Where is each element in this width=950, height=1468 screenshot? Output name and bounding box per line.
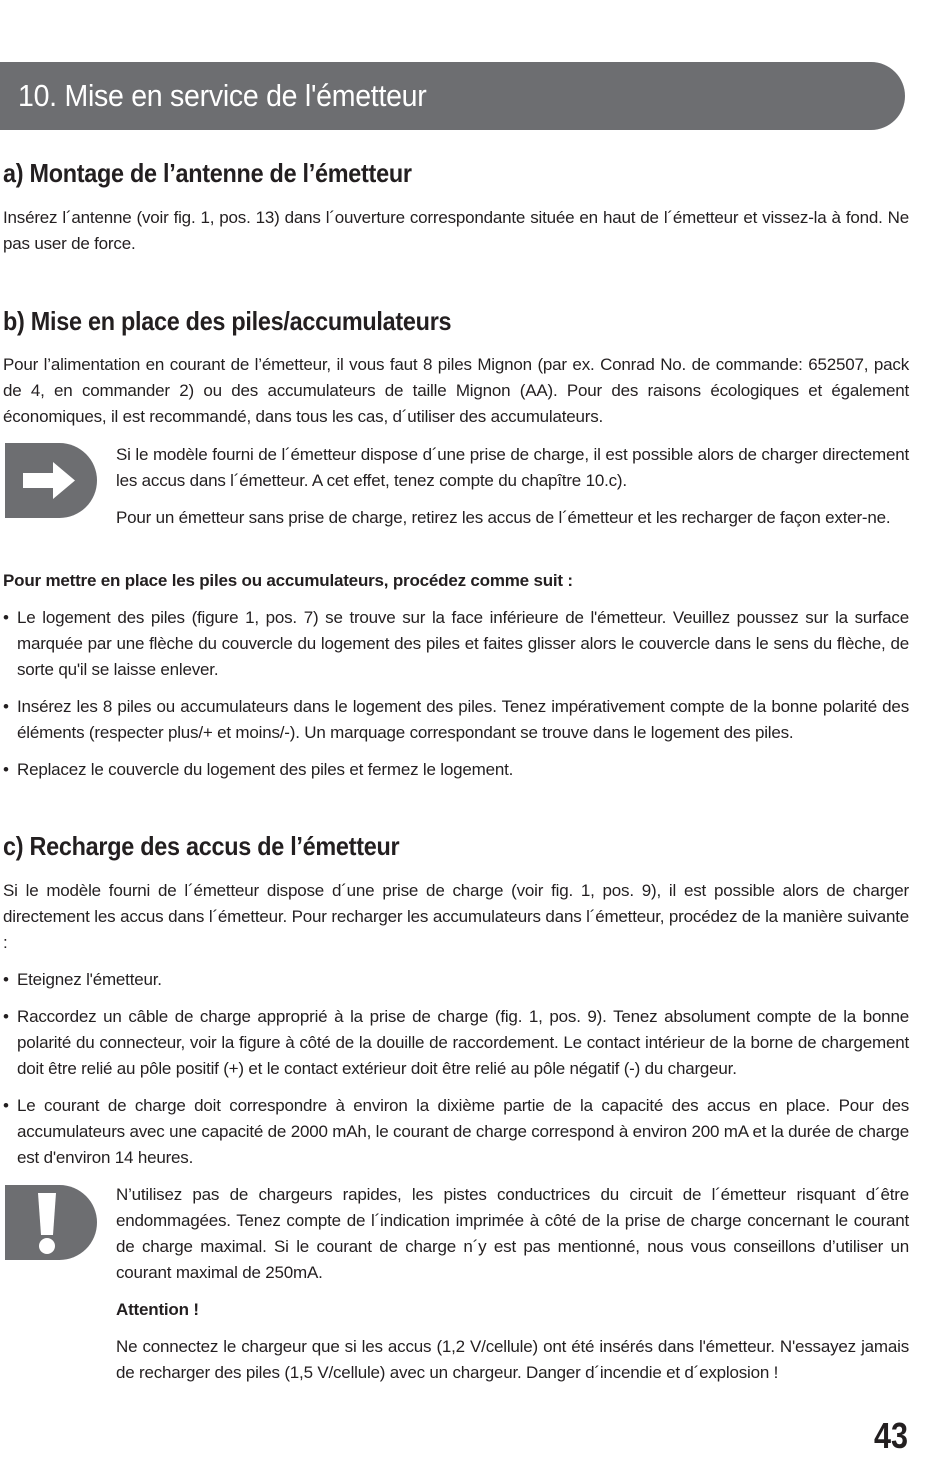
charging-steps-block — [3, 967, 909, 1171]
list-item: • Le logement des piles (figure 1, pos. 7) se trouve sur la face inférieure de l'émetteur. Veuillez poussez sur la surface marquée par une flèche du couvercle du logement des piles et faites glisser alors le couvercle dans le sens du flèche, de sorte qu'il se laisse enlever. — [3, 605, 909, 683]
procedure-heading: Pour mettre en place les piles ou accumulateurs, procédez comme suit : — [3, 571, 573, 590]
section-a-heading: a) Montage de l’antenne de l’émetteur — [3, 158, 412, 188]
warning-block — [116, 1182, 909, 1386]
warning-text: N’utilisez pas de chargeurs rapides, les pistes conductrices du circuit de l´émetteur risquant d´être endommagées. Tenez compte de l´indication imprimée à côté de la prise de charge concernant le courant de charge maximal. Si le courant de charge n´y est pas mentionné, nous vous conseillons d’utiliser un courant maximal de 250mA. — [116, 1185, 909, 1282]
battery-steps-block — [3, 605, 909, 783]
list-item: • Le courant de charge doit correspondre à environ la dixième partie de la capacité des accus en place. Pour des accumulateurs avec une capacité de 2000 mAh, le courant de charge correspond à environ 200 mA et la durée de charge est d'environ 14 heures. — [3, 1093, 909, 1171]
list-item: • Replacez le couvercle du logement des piles et fermez le logement. — [3, 757, 909, 783]
charging-steps-list — [3, 967, 909, 1171]
warning-box — [5, 1185, 97, 1260]
page-number: 43 — [873, 1415, 908, 1456]
attention-text: Ne connectez le chargeur que si les accus (1,2 V/cellule) ont été insérés dans l'émetteur. N'essayez jamais de recharger des piles (1,5 V/cellule) avec un chargeur. Danger d´incendie et d´explosion ! — [116, 1337, 909, 1382]
section-c-text-block — [3, 878, 909, 956]
attention-label: Attention ! — [116, 1300, 199, 1319]
section-title-banner — [0, 62, 905, 130]
list-item: • Insérez les 8 piles ou accumulateurs dans le logement des piles. Tenez impérativement compte de la bonne polarité des éléments (respecter plus/+ et moins/-). Un marquage correspondant se trouve dans le logement des piles. — [3, 694, 909, 746]
section-a-text: Insérez l´antenne (voir fig. 1, pos. 13) dans l´ouverture correspondante située en haut de l´émetteur et vissez-la à fond. Ne pas user de force. — [3, 208, 909, 253]
section-b-text-block — [3, 352, 909, 430]
note-text-1: Si le modèle fourni de l´émetteur dispose d´une prise de charge, il est possible alors de charger directement les accus dans l´émetteur. A cet effet, tenez compte du chapître 10.c). — [116, 445, 909, 490]
list-item: • Raccordez un câble de charge approprié à la prise de charge (fig. 1, pos. 9). Tenez absolument compte de la bonne polarité du connecteur, voir la figure à côté de la douille de raccordement. Le contact intérieur de la borne de chargement doit être relié au pôle positif (+) et le contact extérieur doit être relié au pôle négatif (-) du chargeur. — [3, 1004, 909, 1082]
procedure-heading-block — [3, 568, 909, 594]
list-item: • Eteignez l'émetteur. — [3, 967, 909, 993]
section-a-text-block — [3, 205, 909, 257]
battery-steps-list — [3, 605, 909, 783]
arrow-right-icon — [5, 443, 97, 518]
section-c-text: Si le modèle fourni de l´émetteur dispose d´une prise de charge (voir fig. 1, pos. 9), il est possible alors de charger directement les accus dans l´émetteur. Pour recharger les accumulateurs dans l´émetteur, procédez de la manière suivante : — [3, 881, 909, 952]
exclamation-icon — [5, 1185, 97, 1260]
section-c-heading: c) Recharge des accus de l’émetteur — [3, 831, 400, 861]
section-title: 10. Mise en service de l'émetteur — [18, 78, 427, 113]
section-b-heading: b) Mise en place des piles/accumulateurs — [3, 306, 452, 336]
section-b-text: Pour l’alimentation en courant de l’émetteur, il vous faut 8 piles Mignon (par ex. Conrad No. de commande: 652507, pack de 4, en commander 2) ou des accumulateurs de taille Mignon (AA). Pour des raisons écologiques et également économiques, il est recommandé, dans tous les cas, d´utiliser des accumulateurs. — [3, 355, 909, 426]
note-arrow-box — [5, 443, 97, 518]
note-block — [116, 442, 909, 531]
note-text-2: Pour un émetteur sans prise de charge, retirez les accus de l´émetteur et les recharger de façon exter-ne. — [116, 508, 891, 527]
